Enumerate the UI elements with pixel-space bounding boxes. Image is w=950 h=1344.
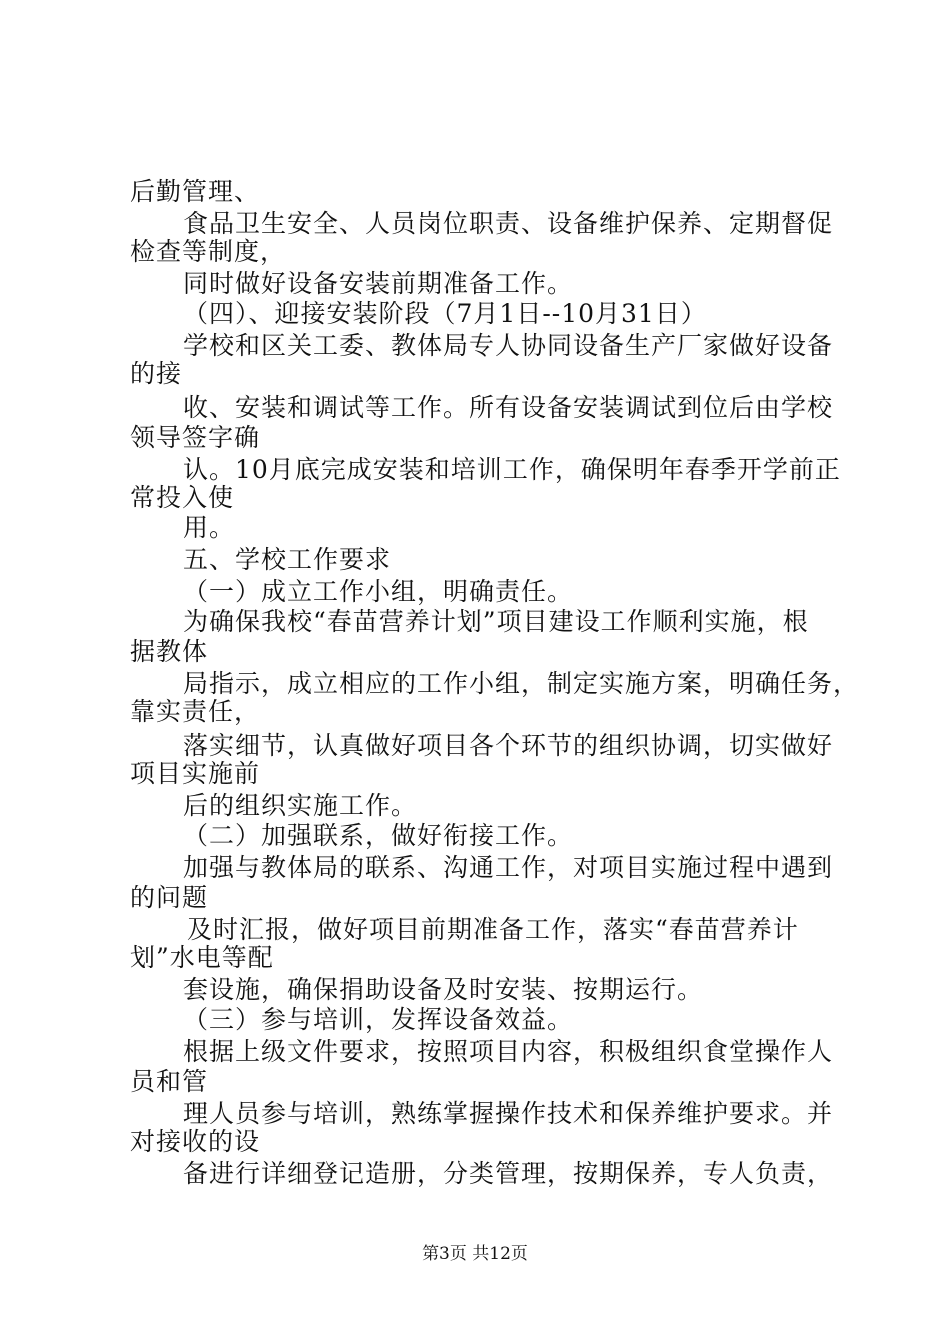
- text-line: 根据上级文件要求，按照项目内容，积极组织食堂操作人: [183, 1037, 834, 1066]
- text-line: 对接收的设: [130, 1127, 261, 1156]
- text-line: 常投入使: [130, 483, 235, 512]
- text-line: 学校和区关工委、教体局专人协同设备生产厂家做好设备: [183, 331, 834, 360]
- text-line: 员和管: [130, 1067, 209, 1096]
- text-line: 检查等制度，: [130, 237, 287, 266]
- section-heading: （一）成立工作小组，明确责任。: [183, 577, 574, 606]
- text-line: 加强与教体局的联系、沟通工作，对项目实施过程中遇到: [183, 853, 834, 882]
- text-line: 用。: [183, 513, 236, 542]
- text-line: 据教体: [130, 637, 209, 666]
- text-line: 收、安装和调试等工作。所有设备安装调试到位后由学校: [183, 393, 834, 422]
- text-line: 项目实施前: [130, 759, 261, 788]
- section-heading: （二）加强联系，做好衔接工作。: [183, 821, 574, 850]
- text-line: 理人员参与培训，熟练掌握操作技术和保养维护要求。并: [183, 1099, 834, 1128]
- text-line: 的问题: [130, 883, 209, 912]
- text-line: 同时做好设备安装前期准备工作。: [183, 269, 574, 298]
- page-number-footer: 第3页 共12页: [422, 1244, 528, 1264]
- text-line: 为确保我校“春苗营养计划”项目建设工作顺利实施，根: [183, 607, 809, 636]
- text-line: 及时汇报，做好项目前期准备工作，落实“春苗营养计: [187, 915, 799, 944]
- text-line: 备进行详细登记造册，分类管理，按期保养，专人负责，: [183, 1159, 834, 1188]
- text-line: 认。10月底完成安装和培训工作，确保明年春季开学前正: [183, 455, 841, 484]
- text-line: 靠实责任，: [130, 697, 261, 726]
- section-heading: 五、学校工作要求: [183, 545, 392, 574]
- text-line: 划”水电等配: [130, 943, 274, 972]
- section-heading: （四）、迎接安装阶段（7月1日--10月31日）: [183, 299, 707, 328]
- text-line: 后的组织实施工作。: [183, 791, 418, 820]
- text-line: 套设施，确保捐助设备及时安装、按期运行。: [183, 975, 704, 1004]
- text-line: 局指示，成立相应的工作小组，制定实施方案，明确任务，: [183, 669, 860, 698]
- text-line: 领导签字确: [130, 423, 261, 452]
- text-line: 落实细节，认真做好项目各个环节的组织协调，切实做好: [183, 731, 834, 760]
- text-line: 食品卫生安全、人员岗位职责、设备维护保养、定期督促: [183, 209, 834, 238]
- text-line: 后勤管理、: [130, 177, 261, 206]
- section-heading: （三）参与培训，发挥设备效益。: [183, 1005, 574, 1034]
- text-line: 的接: [130, 359, 183, 388]
